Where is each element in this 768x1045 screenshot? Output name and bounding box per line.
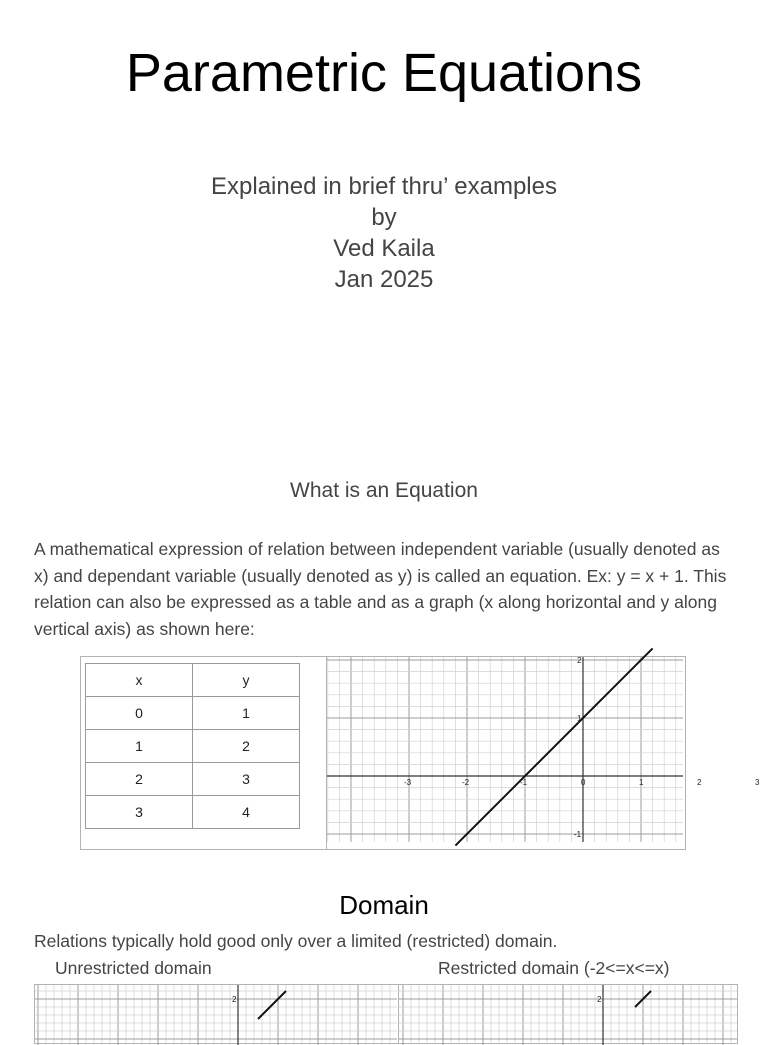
table-cell: 4	[193, 796, 300, 829]
table-header-x: x	[86, 664, 193, 697]
domain-text: Relations typically hold good only over a limited (restricted) domain.	[34, 931, 558, 951]
unrestricted-graph	[35, 985, 398, 1045]
line-graph	[327, 656, 760, 849]
table-cell: 3	[86, 796, 193, 829]
g3-y-tick-label: 2	[597, 995, 602, 1004]
g1-x-tick-label: 2	[697, 778, 702, 787]
table-row	[86, 763, 300, 796]
table-cell: 1	[86, 730, 193, 763]
g2-y-tick-label: 2	[232, 995, 237, 1004]
table-header-row	[86, 664, 300, 697]
restricted-label: Restricted domain (-2<=x<=x)	[438, 958, 670, 978]
table-cell: 1	[193, 697, 300, 730]
g1-x-tick-label: -1	[520, 778, 528, 787]
g1-x-tick-label: 0	[581, 778, 586, 787]
g1-series-line	[455, 648, 652, 845]
g1-x-tick-label: 3	[755, 778, 760, 787]
table-header-y: y	[193, 664, 300, 697]
page-title: Parametric Equations	[125, 43, 643, 103]
table-cell: 3	[193, 763, 300, 796]
equation-figure	[80, 656, 760, 850]
subtitle	[0, 171, 768, 295]
g1-x-tick-label: -3	[404, 778, 412, 787]
g1-y-tick-label: 1	[577, 714, 582, 723]
table-cell: 0	[86, 697, 193, 730]
g1-x-tick-label: 1	[639, 778, 644, 787]
section-heading: What is an Equation	[290, 479, 478, 502]
restricted-graph	[399, 985, 739, 1045]
equation-paragraph: A mathematical expression of relation between independent variable (usually denoted as x) and dependant variable (usually denoted as y) is called an equation. Ex: y = x + 1. This relation can also be expressed as a table and as a graph (x along horizontal and y along vertical axis) as shown here:	[34, 539, 727, 639]
date-line: Jan 2025	[334, 266, 434, 293]
table-cell: 2	[86, 763, 193, 796]
xy-table	[85, 663, 300, 829]
subtitle-line: Explained in brief thru’ examples	[211, 173, 557, 200]
domain-heading: Domain	[339, 890, 429, 920]
g1-y-tick-label: 2	[577, 656, 582, 665]
table-row	[86, 697, 300, 730]
author-line: Ved Kaila	[333, 235, 435, 262]
subtitle-line: by	[371, 204, 397, 231]
table-row	[86, 796, 300, 829]
table-row	[86, 730, 300, 763]
unrestricted-label: Unrestricted domain	[55, 958, 212, 978]
table-cell: 2	[193, 730, 300, 763]
domain-figure	[34, 984, 738, 1044]
g1-x-tick-label: -2	[462, 778, 470, 787]
g1-y-tick-label: -1	[574, 830, 582, 839]
